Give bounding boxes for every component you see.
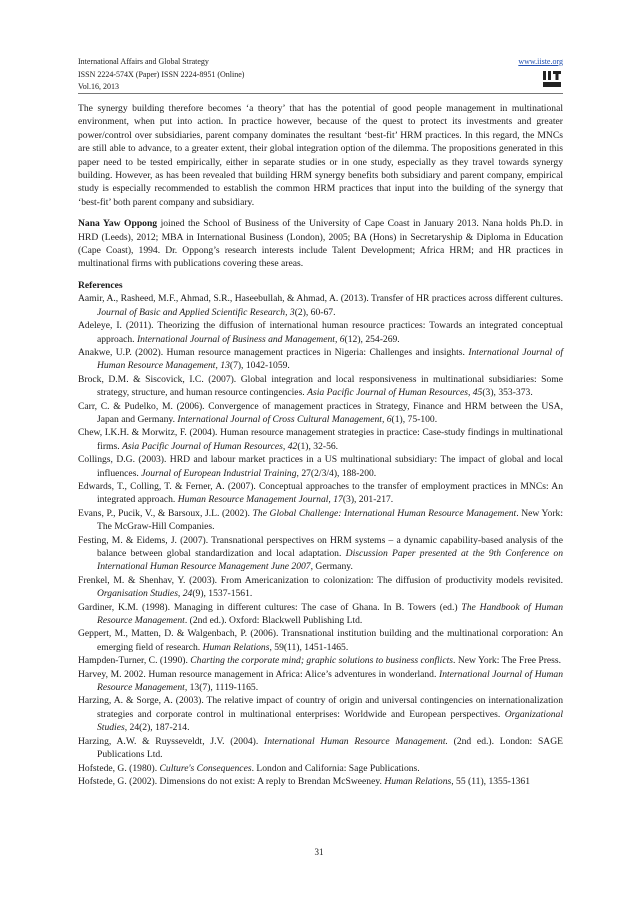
- reference-item: [78, 654, 563, 667]
- reference-post: , 55 (11), 1355-1361: [451, 775, 531, 787]
- reference-it: Organisation Studies, 24: [97, 588, 193, 600]
- reference-it: International Journal of Business and Management, 6: [136, 333, 345, 345]
- reference-post: . London and California: Sage Publications.: [251, 762, 420, 774]
- reference-item: [78, 534, 563, 574]
- iiste-logo: [541, 69, 563, 89]
- reference-post: (9), 1537-1561.: [192, 588, 253, 600]
- author-bio: [78, 217, 563, 271]
- reference-post: (1), 75-100.: [391, 413, 438, 425]
- reference-pre: Aamir, A., Rasheed, M.F., Ahmad, S.R., Haseebullah, & Ahmad, A. (2013). Transfer of HR practices across different cultures.: [78, 293, 563, 305]
- reference-item: [78, 574, 563, 601]
- reference-post: (12), 254-269.: [344, 333, 400, 345]
- reference-item: [78, 480, 563, 507]
- reference-item: [78, 507, 563, 534]
- reference-item: [78, 400, 563, 427]
- reference-pre: Chew, I.K.H. & Morwitz, F. (2004). Human resource management strategies in practice: Case-study findings in multinational firms.: [78, 427, 563, 452]
- reference-post: (3), 201-217.: [342, 494, 394, 506]
- reference-it: Asia Pacific Journal of Human Resources, 45: [307, 387, 483, 399]
- reference-item: [78, 292, 563, 319]
- reference-it: Charting the corporate mind; graphic solutions to business conflicts: [190, 655, 454, 667]
- reference-item: [78, 627, 563, 654]
- references-heading: References: [78, 279, 123, 291]
- reference-it: Asia Pacific Journal of Human Resources, 42: [122, 440, 298, 452]
- reference-post: (7), 1042-1059.: [229, 360, 290, 372]
- page-number: 31: [314, 847, 324, 857]
- reference-pre: Adeleye, I. (2011). Theorizing the diffusion of international human resource practices: Towards an integrated conceptual approach.: [78, 320, 563, 345]
- reference-it: Discussion Paper presented at the 9th Conference on International Human Resource Management June 2007: [97, 548, 564, 573]
- reference-pre: Edwards, T., Colling, T. & Ferner, A. (2007). Conceptual approaches to the transfer of employment practices in MNCs: An integrated approach.: [78, 480, 563, 506]
- reference-it: Human Relations: [384, 775, 452, 787]
- reference-item: [78, 373, 563, 400]
- reference-item: [78, 762, 563, 775]
- reference-post: . New York: The McGraw-Hill Companies.: [97, 507, 563, 533]
- reference-pre: Brock, D.M. & Siscovick, I.C. (2007). Global integration and local responsiveness in multinational subsidiaries: Some strategy, structure, and human resource contingencies.: [78, 373, 563, 399]
- reference-pre: Geppert, M., Matten, D. & Walgenbach, P. (2006). Transnational institution building and the multinational corporation: An emerging field of research.: [78, 628, 563, 653]
- reference-pre: Festing, M. & Eidems, J. (2007). Transnational perspectives on HRM systems – a dynamic capability-based analysis of the balance between global standardization and local adaptation.: [78, 534, 563, 559]
- journal-volume: Vol.16, 2013: [78, 82, 119, 91]
- reference-post: , 27(2/3/4), 188-200.: [296, 467, 377, 479]
- journal-info: [78, 56, 563, 94]
- reference-pre: Frenkel, M. & Shenhav, Y. (2003). From Americanization to colonization: The diffusion of productivity models revisited.: [78, 574, 563, 586]
- reference-post: (1), 32-56.: [297, 440, 339, 452]
- reference-it: Journal of European Industrial Training: [141, 467, 297, 479]
- reference-pre: Anakwe, U.P. (2002). Human resource management practices in Nigeria: Challenges and insights.: [78, 346, 469, 358]
- reference-it: International Journal of Human Resource Management, 13: [97, 346, 563, 372]
- reference-it: International Human Resource Management.: [264, 735, 448, 747]
- reference-it: International Journal of Cross Cultural Management, 6: [177, 413, 392, 425]
- reference-it: Human Resource Management Journal, 17: [177, 494, 343, 506]
- reference-post: (2), 60-67.: [294, 306, 336, 318]
- reference-it: Organizational Studies: [97, 708, 563, 734]
- journal-title: International Affairs and Global Strategy: [78, 57, 209, 66]
- reference-post: . New York: The Free Press.: [453, 655, 562, 667]
- reference-item: [78, 453, 563, 480]
- reference-pre: Harzing, A. & Sorge, A. (2003). The relative impact of country of origin and universal contingencies on internationalization strategies and corporate control in multinational enterprises: Worldwide and European perspectives.: [78, 695, 563, 720]
- reference-post: . (2nd ed.). Oxford: Blackwell Publishing Ltd.: [184, 615, 363, 627]
- author-bio-text: joined the School of Business of the University of Cape Coast in January 2013. Nana holds Ph.D. in HRD (Leeds), 2012; MBA in International Business (London), 2005; BA (Hons) in Secretaryship & Diploma in Education (Cape Coast), 1994. Dr. Oppong’s research interests include Talent Development; Africa HRM; and HR practices in multinational firms with publications covering these areas.: [78, 218, 563, 270]
- reference-it: Journal of Basic and Applied Scientific Research, 3: [97, 306, 295, 318]
- running-header: [78, 56, 563, 94]
- reference-pre: Harzing, A.W. & Ruysseveldt, J.V. (2004).: [78, 735, 264, 747]
- reference-post: (3), 353-373.: [482, 387, 533, 399]
- reference-item: [78, 426, 563, 453]
- reference-item: [78, 735, 563, 762]
- reference-it: The Global Challenge: International Human Resource Management: [252, 507, 517, 519]
- page-body: [78, 102, 563, 788]
- reference-it: The Handbook of Human Resource Management: [97, 601, 563, 627]
- reference-list: [78, 292, 563, 788]
- author-name: Nana Yaw Oppong: [78, 218, 158, 230]
- reference-item: [78, 346, 563, 373]
- reference-pre: Carr, C. & Pudelko, M. (2006). Convergence of management practices in Strategy, Finance and HRM between the USA, Japan and Germany.: [78, 400, 563, 425]
- reference-post: , 24(2), 187-214.: [124, 722, 190, 734]
- journal-url-link[interactable]: www.iiste.org: [518, 57, 563, 66]
- reference-it: Culture's Consequences: [159, 762, 252, 774]
- reference-pre: Harvey, M. 2002. Human resource management in Africa: Alice’s adventures in wonderland.: [78, 668, 439, 680]
- journal-issn: ISSN 2224-574X (Paper) ISSN 2224-8951 (Online): [78, 69, 245, 79]
- reference-post: , Germany.: [310, 561, 353, 573]
- reference-item: [78, 694, 563, 734]
- reference-pre: Collings, D.G. (2003). HRD and labour market practices in a US multinational subsidiary: The impact of global and local influences.: [78, 454, 563, 479]
- conclusion-paragraph: The synergy building therefore becomes ‘a theory’ that has the potential of good people management in multinational environment, when put into action. In practice however, because of the quest to protect its investments and greater power/control over subsidiaries, parent company dominates the resultant ‘best-fit’ HRM practices. In this regard, the MNCs are still able to advance, to a greater extent, their global integration option of the dilemma. The propositions generated in this paper need to be tested empirically, either in separate studies or in one study, especially as they travel towards synergy building. However, as has been revealed that building HRM synergy benefits both subsidiary and parent company, empirical study is especially recommended to establish the common HRM practices that input into the building of the synergy that ‘best-fit’ both parent company and subsidiary.: [78, 103, 563, 208]
- reference-post: , 13(7), 1119-1165.: [184, 682, 259, 694]
- reference-post: , 59(11), 1451-1465.: [269, 641, 349, 653]
- reference-item: [78, 668, 563, 695]
- reference-it: Human Relations: [202, 641, 270, 653]
- reference-pre: Gardiner, K.M. (1998). Managing in different cultures: The case of Ghana. In B. Towers (ed.): [78, 601, 462, 613]
- reference-item: [78, 601, 563, 628]
- reference-it: International Journal of Human Resource Management: [97, 668, 564, 694]
- header-divider: [78, 93, 563, 94]
- reference-pre: Hampden-Turner, C. (1990).: [78, 655, 191, 667]
- reference-pre: Hofstede, G. (1980).: [78, 762, 160, 774]
- reference-post: (2nd ed.). London: SAGE Publications Ltd.: [97, 735, 563, 761]
- reference-pre: Hofstede, G. (2002). Dimensions do not exist: A reply to Brendan McSweeney.: [78, 775, 385, 787]
- reference-pre: Evans, P., Pucik, V., & Barsoux, J.L. (2002).: [78, 507, 253, 519]
- reference-item: [78, 319, 563, 346]
- reference-item: [78, 775, 563, 788]
